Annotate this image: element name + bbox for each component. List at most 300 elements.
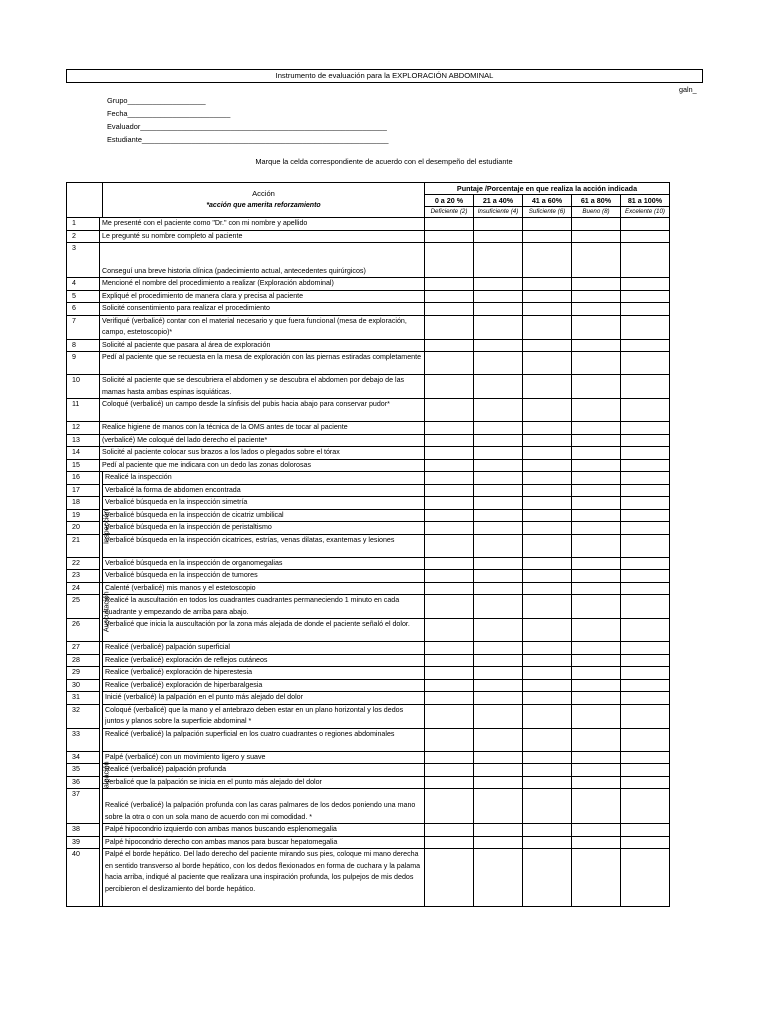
score-cell-5[interactable] [621,654,670,667]
score-cell-1[interactable] [425,290,474,303]
row-number: 33 [67,728,100,751]
table-row [67,849,670,907]
table-row [67,278,670,291]
row-number: 38 [67,824,100,837]
score-cell-5[interactable] [621,789,670,824]
score-cell-5[interactable] [621,824,670,837]
score-cell-4[interactable] [572,654,621,667]
score-level-4: Bueno (8) [572,207,621,218]
score-cell-4[interactable] [572,315,621,339]
score-cell-2[interactable] [474,595,523,619]
score-cell-2[interactable] [474,484,523,497]
score-cell-5[interactable] [621,375,670,399]
score-cell-3[interactable] [523,679,572,692]
score-cell-5[interactable] [621,352,670,375]
score-cell-2[interactable] [474,764,523,777]
score-cell-3[interactable] [523,375,572,399]
row-number: 29 [67,667,100,680]
score-cell-3[interactable] [523,218,572,231]
action-text: Verbalicé la forma de abdomen encontrada [103,484,425,497]
row-number: 24 [67,582,100,595]
action-note: *acción que amerita reforzamiento [206,202,321,209]
row-number: 21 [67,534,100,557]
score-cell-5[interactable] [621,399,670,422]
row-number: 40 [67,849,100,907]
score-cell-4[interactable] [572,642,621,655]
table-row [67,557,670,570]
table-row [67,290,670,303]
score-cell-3[interactable] [523,399,572,422]
score-cell-5[interactable] [621,582,670,595]
score-cell-5[interactable] [621,751,670,764]
score-cell-3[interactable] [523,509,572,522]
table-row [67,218,670,231]
score-cell-4[interactable] [572,557,621,570]
score-level-5: Excelente (10) [621,207,670,218]
score-cell-5[interactable] [621,509,670,522]
score-cell-4[interactable] [572,375,621,399]
table-row [67,315,670,339]
score-cell-2[interactable] [474,339,523,352]
score-cell-4[interactable] [572,789,621,824]
score-cell-4[interactable] [572,836,621,849]
score-cell-3[interactable] [523,667,572,680]
score-cell-1[interactable] [425,849,474,907]
score-cell-2[interactable] [474,849,523,907]
score-cell-2[interactable] [474,692,523,705]
score-cell-1[interactable] [425,434,474,447]
score-range-5: 81 a 100% [621,195,670,207]
score-cell-1[interactable] [425,459,474,472]
score-cell-4[interactable] [572,472,621,485]
table-row [67,582,670,595]
section-inspeccion-label: Inspección [101,509,111,545]
row-number: 35 [67,764,100,777]
score-cell-2[interactable] [474,434,523,447]
row-number: 36 [67,776,100,789]
score-cell-3[interactable] [523,230,572,243]
score-cell-2[interactable] [474,619,523,642]
table-row [67,484,670,497]
score-cell-1[interactable] [425,399,474,422]
score-cell-5[interactable] [621,764,670,777]
score-cell-1[interactable] [425,315,474,339]
score-cell-2[interactable] [474,704,523,728]
score-cell-5[interactable] [621,484,670,497]
score-cell-3[interactable] [523,704,572,728]
row-number: 7 [67,315,100,339]
action-text: Verbalicé búsqueda en la inspección simetría [103,497,425,510]
score-cell-5[interactable] [621,278,670,291]
row-number: 4 [67,278,100,291]
table-row [67,642,670,655]
score-cell-3[interactable] [523,776,572,789]
evaluator-field[interactable]: Evaluador____________________________________________________________ [107,122,387,131]
score-cell-1[interactable] [425,484,474,497]
score-cell-3[interactable] [523,290,572,303]
score-cell-3[interactable] [523,836,572,849]
action-text: Conseguí una breve historia clínica (padecimiento actual, antecedentes quirúrgicos) [100,243,425,278]
score-cell-3[interactable] [523,315,572,339]
score-cell-4[interactable] [572,679,621,692]
score-cell-4[interactable] [572,422,621,435]
action-text: Realicé (verbalicé) la palpación superficial en los cuatro cuadrantes o regiones abdominales [103,728,425,751]
action-text: Inicié (verbalicé) la palpación en el punto más alejado del dolor [103,692,425,705]
score-cell-5[interactable] [621,339,670,352]
score-cell-5[interactable] [621,290,670,303]
score-cell-1[interactable] [425,375,474,399]
row-number: 27 [67,642,100,655]
score-cell-2[interactable] [474,776,523,789]
score-cell-1[interactable] [425,692,474,705]
score-cell-1[interactable] [425,764,474,777]
score-cell-1[interactable] [425,422,474,435]
table-row [67,447,670,460]
row-number: 13 [67,434,100,447]
score-cell-3[interactable] [523,278,572,291]
action-text: Le pregunté su nombre completo al paciente [100,230,425,243]
score-cell-4[interactable] [572,290,621,303]
score-cell-5[interactable] [621,692,670,705]
score-cell-5[interactable] [621,704,670,728]
action-text: Pedí al paciente que se recuesta en la mesa de exploración con las piernas estiradas completamente [100,352,425,375]
score-cell-4[interactable] [572,692,621,705]
group-field[interactable]: Grupo___________________ [107,96,206,105]
score-cell-2[interactable] [474,278,523,291]
score-cell-3[interactable] [523,522,572,535]
score-cell-1[interactable] [425,278,474,291]
row-number: 14 [67,447,100,460]
score-cell-3[interactable] [523,243,572,278]
score-cell-2[interactable] [474,509,523,522]
action-text: Coloqué (verbalicé) un campo desde la sínfisis del pubis hacia abajo para conservar pudor* [100,399,425,422]
table-row [67,764,670,777]
score-cell-3[interactable] [523,557,572,570]
score-cell-2[interactable] [474,459,523,472]
score-cell-2[interactable] [474,751,523,764]
action-text: Verbalicé búsqueda en la inspección de tumores [103,570,425,583]
action-text: Realice (verbalicé) exploración de hiperestesia [103,667,425,680]
score-cell-1[interactable] [425,654,474,667]
score-cell-4[interactable] [572,570,621,583]
score-cell-2[interactable] [474,315,523,339]
score-range-2: 21 a 40% [474,195,523,207]
action-text: Realice (verbalicé) exploración de reflejos cutáneos [103,654,425,667]
score-cell-1[interactable] [425,352,474,375]
score-cell-2[interactable] [474,836,523,849]
score-cell-3[interactable] [523,447,572,460]
table-row [67,230,670,243]
row-number: 6 [67,303,100,316]
row-number: 16 [67,472,100,485]
row-number: 31 [67,692,100,705]
table-row [67,303,670,316]
score-cell-1[interactable] [425,619,474,642]
score-cell-3[interactable] [523,497,572,510]
score-cell-5[interactable] [621,849,670,907]
score-cell-1[interactable] [425,824,474,837]
score-cell-5[interactable] [621,679,670,692]
score-cell-5[interactable] [621,836,670,849]
table-row [67,728,670,751]
score-cell-2[interactable] [474,290,523,303]
score-cell-3[interactable] [523,824,572,837]
score-cell-4[interactable] [572,667,621,680]
score-cell-1[interactable] [425,728,474,751]
score-header: Puntaje /Porcentaje en que realiza la acción indicada [425,183,670,195]
score-cell-2[interactable] [474,642,523,655]
score-cell-2[interactable] [474,230,523,243]
row-number: 15 [67,459,100,472]
score-cell-1[interactable] [425,447,474,460]
score-cell-4[interactable] [572,534,621,557]
score-cell-1[interactable] [425,704,474,728]
score-cell-5[interactable] [621,459,670,472]
score-cell-1[interactable] [425,522,474,535]
score-cell-4[interactable] [572,352,621,375]
action-text: Coloqué (verbalicé) que la mano y el antebrazo deben estar en un plano horizontal y los dedos juntos y planos sobre la superficie abdominal * [103,704,425,728]
score-cell-1[interactable] [425,836,474,849]
action-text: Realicé (verbalicé) palpación superficial [103,642,425,655]
score-range-1: 0 a 20 % [425,195,474,207]
score-cell-3[interactable] [523,692,572,705]
score-cell-2[interactable] [474,570,523,583]
score-cell-2[interactable] [474,399,523,422]
score-cell-3[interactable] [523,582,572,595]
table-row [67,509,670,522]
score-cell-3[interactable] [523,352,572,375]
action-text: Solicité al paciente que se descubriera el abdomen y se descubra el abdomen por debajo de las mamas hasta ambas espinas isquiáticas. [100,375,425,399]
action-text: Verbalicé búsqueda en la inspección de organomegalias [103,557,425,570]
score-cell-5[interactable] [621,422,670,435]
score-cell-1[interactable] [425,582,474,595]
score-cell-2[interactable] [474,824,523,837]
score-cell-1[interactable] [425,751,474,764]
score-cell-4[interactable] [572,459,621,472]
score-cell-5[interactable] [621,434,670,447]
score-cell-2[interactable] [474,728,523,751]
score-cell-2[interactable] [474,472,523,485]
score-cell-1[interactable] [425,218,474,231]
score-cell-3[interactable] [523,534,572,557]
score-cell-2[interactable] [474,303,523,316]
score-cell-1[interactable] [425,595,474,619]
score-cell-2[interactable] [474,557,523,570]
row-number: 23 [67,570,100,583]
row-number: 39 [67,836,100,849]
action-text: (verbalicé) Me coloqué del lado derecho el paciente* [100,434,425,447]
table-row [67,570,670,583]
score-cell-1[interactable] [425,472,474,485]
score-cell-4[interactable] [572,728,621,751]
score-cell-4[interactable] [572,619,621,642]
table-row [67,667,670,680]
action-text: Palpé (verbalicé) con un movimiento ligero y suave [103,751,425,764]
score-cell-1[interactable] [425,570,474,583]
score-cell-3[interactable] [523,484,572,497]
row-number: 12 [67,422,100,435]
score-cell-4[interactable] [572,582,621,595]
score-cell-2[interactable] [474,679,523,692]
score-cell-3[interactable] [523,654,572,667]
score-cell-2[interactable] [474,497,523,510]
action-text: Verbalicé búsqueda en la inspección cicatrices, estrías, venas dilatas, exantemas y lesiones [103,534,425,557]
score-cell-2[interactable] [474,352,523,375]
score-cell-2[interactable] [474,422,523,435]
score-cell-1[interactable] [425,303,474,316]
score-cell-4[interactable] [572,339,621,352]
score-cell-2[interactable] [474,534,523,557]
score-cell-5[interactable] [621,522,670,535]
row-number: 26 [67,619,100,642]
score-cell-4[interactable] [572,303,621,316]
score-cell-3[interactable] [523,570,572,583]
score-cell-3[interactable] [523,849,572,907]
row-number: 20 [67,522,100,535]
score-cell-1[interactable] [425,230,474,243]
score-cell-3[interactable] [523,459,572,472]
score-cell-3[interactable] [523,642,572,655]
score-cell-1[interactable] [425,776,474,789]
date-field[interactable]: Fecha_________________________ [107,109,231,118]
score-level-1: Deficiente (2) [425,207,474,218]
table-row [67,243,670,278]
action-text: Expliqué el procedimiento de manera clara y precisa al paciente [100,290,425,303]
row-number: 11 [67,399,100,422]
score-cell-4[interactable] [572,751,621,764]
score-cell-1[interactable] [425,642,474,655]
score-cell-4[interactable] [572,849,621,907]
score-cell-5[interactable] [621,472,670,485]
score-cell-1[interactable] [425,243,474,278]
score-cell-2[interactable] [474,243,523,278]
score-cell-2[interactable] [474,582,523,595]
score-cell-5[interactable] [621,595,670,619]
score-cell-4[interactable] [572,509,621,522]
section-palpacion-label: alpación [101,760,111,788]
score-cell-4[interactable] [572,243,621,278]
score-cell-1[interactable] [425,679,474,692]
score-cell-5[interactable] [621,218,670,231]
action-text: Pedí al paciente que me indicara con un dedo las zonas dolorosas [100,459,425,472]
score-cell-5[interactable] [621,230,670,243]
score-cell-3[interactable] [523,751,572,764]
row-number: 25 [67,595,100,619]
table-row [67,459,670,472]
score-cell-4[interactable] [572,484,621,497]
score-cell-4[interactable] [572,434,621,447]
student-field[interactable]: Estudiante____________________________________________________________ [107,135,389,144]
row-number: 8 [67,339,100,352]
score-cell-3[interactable] [523,728,572,751]
score-cell-4[interactable] [572,764,621,777]
table-row [67,352,670,375]
score-cell-5[interactable] [621,619,670,642]
action-text: Realice (verbalicé) exploración de hiperbaralgesia [103,679,425,692]
score-cell-4[interactable] [572,497,621,510]
score-cell-3[interactable] [523,789,572,824]
score-cell-4[interactable] [572,230,621,243]
score-cell-5[interactable] [621,243,670,278]
table-row [67,654,670,667]
score-cell-4[interactable] [572,399,621,422]
action-header: Acción [252,189,275,198]
score-cell-2[interactable] [474,447,523,460]
score-cell-4[interactable] [572,522,621,535]
section-cell [100,472,111,583]
table-row [67,534,670,557]
score-cell-5[interactable] [621,534,670,557]
score-cell-3[interactable] [523,764,572,777]
score-cell-1[interactable] [425,509,474,522]
row-number: 17 [67,484,100,497]
score-cell-3[interactable] [523,595,572,619]
score-cell-4[interactable] [572,776,621,789]
score-level-2: Insuficiente (4) [474,207,523,218]
score-cell-3[interactable] [523,303,572,316]
table-row [67,339,670,352]
score-cell-3[interactable] [523,339,572,352]
score-cell-2[interactable] [474,789,523,824]
action-text: Me presenté con el paciente como "Dr." con mi nombre y apellido [100,218,425,231]
score-cell-3[interactable] [523,422,572,435]
score-cell-1[interactable] [425,497,474,510]
score-cell-1[interactable] [425,667,474,680]
score-cell-2[interactable] [474,522,523,535]
score-cell-5[interactable] [621,315,670,339]
score-cell-4[interactable] [572,278,621,291]
score-cell-5[interactable] [621,303,670,316]
action-text: Realicé la auscultación en todos los cuadrantes cuadrantes permaneciendo 1 minuto en cada cuadrante y empezando de arriba para abajo. [103,595,425,619]
score-cell-3[interactable] [523,434,572,447]
score-cell-1[interactable] [425,557,474,570]
instruction-text: Marque la celda correspondiente de acuerdo con el desempeño del estudiante [255,157,513,166]
score-range-3: 41 a 60% [523,195,572,207]
score-cell-4[interactable] [572,595,621,619]
score-cell-4[interactable] [572,218,621,231]
section-cell [100,642,111,907]
score-cell-5[interactable] [621,497,670,510]
score-cell-4[interactable] [572,824,621,837]
score-cell-3[interactable] [523,619,572,642]
score-cell-2[interactable] [474,218,523,231]
score-cell-3[interactable] [523,472,572,485]
score-cell-5[interactable] [621,728,670,751]
score-cell-5[interactable] [621,557,670,570]
score-cell-5[interactable] [621,776,670,789]
corner-code: galn_ [679,85,697,94]
table-row [67,472,670,485]
score-cell-5[interactable] [621,667,670,680]
score-cell-1[interactable] [425,789,474,824]
action-text: Solicité al paciente que pasara al área de exploración [100,339,425,352]
score-cell-5[interactable] [621,447,670,460]
action-text: Verbalicé búsqueda en la inspección de peristaltismo [103,522,425,535]
row-number: 32 [67,704,100,728]
score-cell-1[interactable] [425,339,474,352]
score-cell-2[interactable] [474,375,523,399]
row-number: 10 [67,375,100,399]
table-row [67,692,670,705]
action-text: Realicé (verbalicé) palpación profunda [103,764,425,777]
score-cell-2[interactable] [474,667,523,680]
score-cell-4[interactable] [572,447,621,460]
score-cell-2[interactable] [474,654,523,667]
score-cell-4[interactable] [572,704,621,728]
score-cell-5[interactable] [621,642,670,655]
score-cell-1[interactable] [425,534,474,557]
score-cell-5[interactable] [621,570,670,583]
